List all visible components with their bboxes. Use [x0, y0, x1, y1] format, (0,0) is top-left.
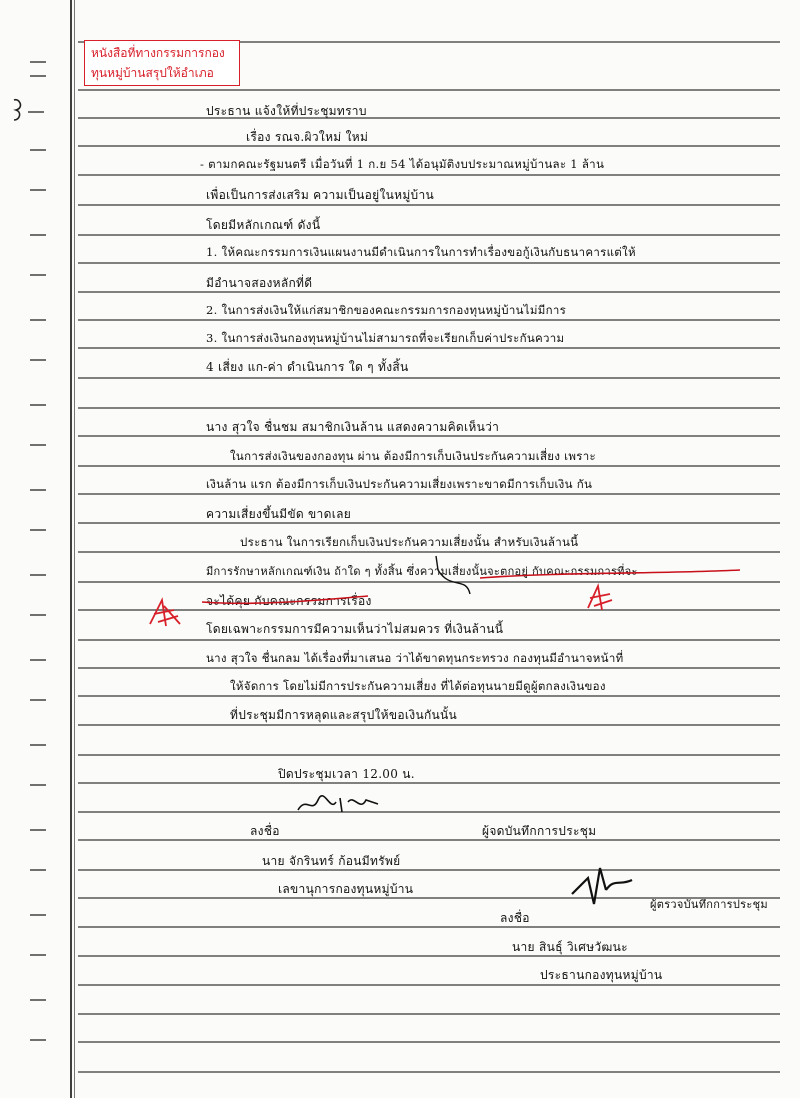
line-purpose: เพื่อเป็นการส่งเสริม ความเป็นอยู่ในหมู่บ้าน	[206, 188, 434, 202]
line-criterion-2: 2. ในการส่งเงินให้แก่สมาชิกของคณะกรรมการกองทุนหมู่บ้านไม่มีการ	[206, 303, 567, 317]
checker-name: นาย สินธุ์ วิเศษวัฒนะ	[512, 940, 628, 954]
line-speaker-1: นาง สุวใจ ชื่นชม สมาชิกเงินล้าน แสดงความคิดเห็นว่า	[206, 420, 500, 434]
margin-rule	[70, 0, 72, 1098]
line-chair-reply-2: มีการรักษาหลักเกณฑ์เงิน ถ้าใด ๆ ทั้งสิ้น ซึ่งความเสี่ยงนั้นจะตกอยู่ กับคณะกรรมการที่จะ	[206, 565, 638, 578]
line-committee-view: โดยเฉพาะกรรมการมีความเห็นว่าไม่สมควร ที่เงินล้านนี้	[206, 622, 504, 636]
line-chair-reply: ประธาน ในการเรียกเก็บเงินประกันความเสี่ยงนั้น สำหรับเงินล้านนี้	[240, 535, 579, 549]
left-sign-prefix: ลงชื่อ	[250, 824, 280, 838]
checker-title: ประธานกองทุนหมู่บ้าน	[540, 968, 663, 982]
line-chair-announce: ประธาน แจ้งให้ที่ประชุมทราบ	[206, 104, 367, 118]
red-annotation-mark-left	[144, 594, 184, 634]
line-meeting-conclusion: ที่ประชุมมีการหลุดและสรุปให้ขอเงินกันนั้น	[230, 708, 458, 722]
recorder-name: นาย จักรินทร์ ก้อนมีทรัพย์	[262, 854, 401, 868]
line-criterion-4: 4 เสี่ยง แก-ค่า ดำเนินการ ใด ๆ ทั้งสิ้น	[206, 360, 409, 374]
line-criterion-1: 1. ให้คณะกรรมการเงินแผนงานมีดำเนินการในการทำเรื่องขอกู้เงินกับธนาคารแต่ให้	[206, 245, 636, 259]
line-subject: เรื่อง รณจ.ผิวใหม่ ใหม่	[246, 130, 369, 144]
red-stamp-box	[84, 40, 240, 86]
line-speaker-2: นาง สุวใจ ชื่นกลม ได้เรื่องที่มาเสนอ ว่าได้ขาดทุนกระทรวง กองทุนมีอำนาจหน้าที่	[206, 651, 624, 665]
right-sign-prefix: ลงชื่อ	[500, 911, 530, 925]
line-meeting-closed: ปิดประชุมเวลา 12.00 น.	[278, 767, 415, 781]
recorder-signature	[294, 790, 384, 820]
line-speaker-2-cont: ให้จัดการ โดยไม่มีการประกันความเสี่ยง ที่ได้ต่อทุนนายมีดูผู้ตกลงเงินของ	[230, 679, 606, 693]
recorder-caption: ผู้จดบันทึกการประชุม	[482, 824, 597, 838]
line-chair-reply-3: จะได้คุย กับคณะกรรมการเรื่อง	[206, 594, 372, 608]
line-opinion-3: ความเสี่ยงขึ้นมีขัด ขาดเลย	[206, 507, 352, 521]
margin-hole-mark	[10, 96, 30, 126]
line-opinion-2: เงินล้าน แรก ต้องมีการเก็บเงินประกันความเสี่ยงเพราะขาดมีการเก็บเงิน กัน	[206, 477, 593, 491]
recorder-title: เลขานุการกองทุนหมู่บ้าน	[278, 882, 414, 896]
stamp-line-1: หนังสือที่ทางกรรมการกอง	[91, 46, 225, 60]
line-criterion-3: 3. ในการส่งเงินกองทุนหมู่บ้านไม่สามารถที่จะเรียกเก็บค่าประกันความ	[206, 331, 565, 345]
checker-caption: ผู้ตรวจบันทึกการประชุม	[650, 898, 768, 911]
line-opinion-1: ในการส่งเงินของกองทุน ผ่าน ต้องมีการเก็บเงินประกันความเสี่ยง เพราะ	[230, 449, 597, 463]
checker-signature	[566, 860, 636, 910]
line-criteria-heading: โดยมีหลักเกณฑ์ ดังนี้	[206, 218, 321, 232]
red-underline-annotation	[200, 550, 760, 610]
margin-rule-secondary	[74, 0, 75, 1098]
stamp-line-2: ทุนหมู่บ้านสรุปให้อำเภอ	[91, 66, 214, 80]
line-cabinet-resolution: - ตามกคณะรัฐมนตรี เมื่อวันที่ 1 ก.ย 54 ได้อนุมัติงบประมาณหมู่บ้านละ 1 ล้าน	[200, 157, 605, 171]
line-criterion-1-cont: มีอำนาจสองหลักที่ดี	[206, 276, 313, 290]
